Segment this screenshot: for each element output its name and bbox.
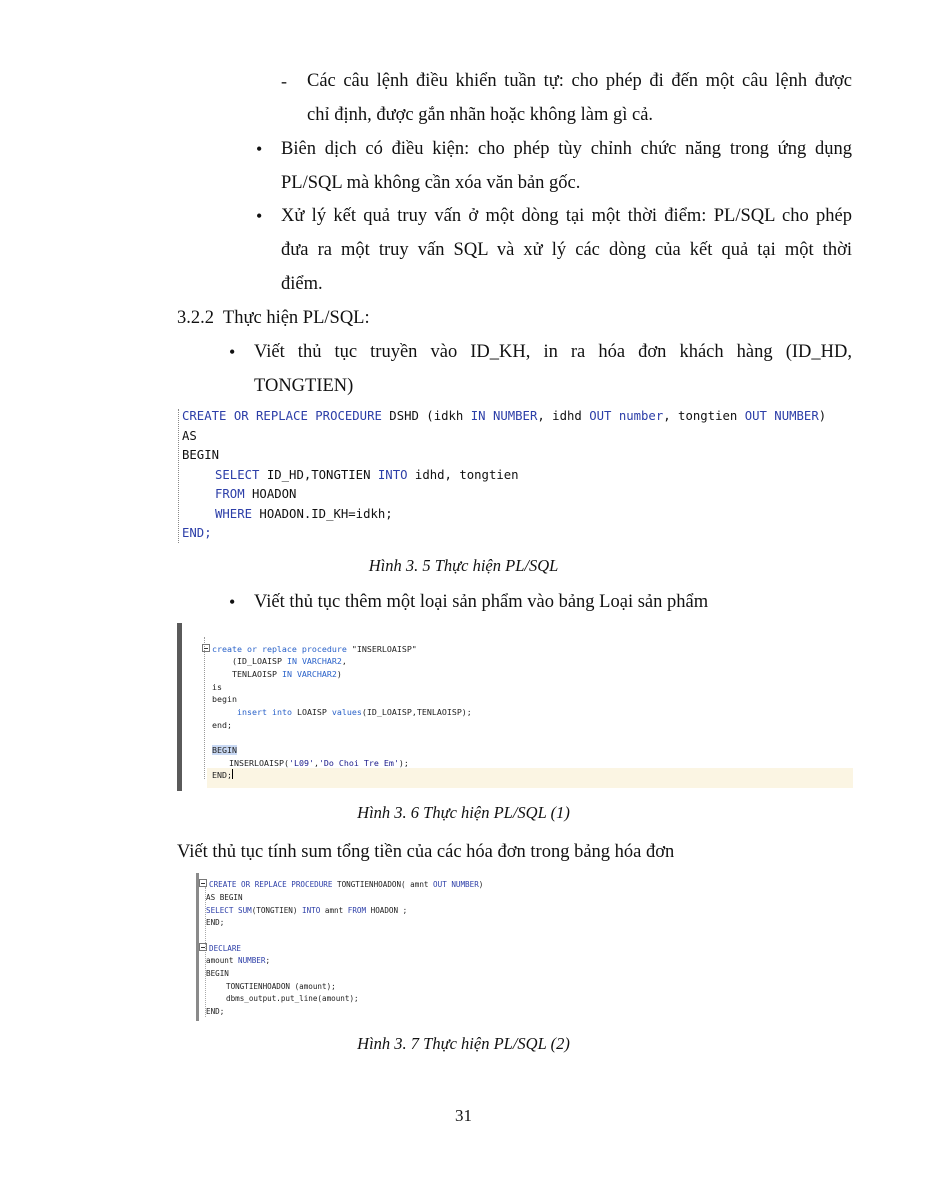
- collapse-icon[interactable]: [199, 879, 207, 887]
- bullet-marker: •: [256, 206, 263, 226]
- bullet1-line-2: PL/SQL mà không cần xóa văn bản gốc.: [281, 173, 581, 193]
- current-line-highlight: [207, 768, 853, 788]
- code-line: insert into LOAISP values(ID_LOAISP,TENLAOISP);: [237, 707, 472, 717]
- bullet-marker: •: [229, 342, 236, 362]
- bullet2-line-2: đưa ra một truy vấn SQL và xử lý các dòng của kết quả tại một thời: [281, 240, 852, 260]
- code-line: is: [212, 682, 222, 692]
- code-line: end;: [212, 720, 232, 730]
- code-line: END;: [212, 770, 232, 780]
- bullet3-line-2: TONGTIEN): [254, 376, 354, 396]
- text-cursor: [232, 769, 233, 779]
- fold-guide: [204, 637, 205, 779]
- code-line: AS BEGIN: [206, 893, 243, 902]
- collapse-icon[interactable]: [199, 943, 207, 951]
- code-screenshot-tongtienhoadon: [196, 873, 854, 1021]
- code-line: INSERLOAISP('L09','Do Choi Tre Em');: [229, 758, 409, 768]
- gutter-line: [178, 409, 179, 543]
- bullet1-line-1: Biên dịch có điều kiện: cho phép tùy chỉnh chức năng trong ứng dụng: [281, 139, 852, 159]
- editor-left-edge: [177, 623, 182, 791]
- page-number: 31: [455, 1106, 472, 1125]
- code-line: TONGTIENHOADON (amount);: [226, 982, 336, 991]
- dash-marker: -: [281, 71, 287, 91]
- bullet-marker: •: [229, 592, 236, 612]
- figure-caption: Hình 3. 6 Thực hiện PL/SQL (1): [357, 803, 570, 822]
- code-line: (ID_LOAISP IN VARCHAR2,: [232, 656, 347, 666]
- code-line: END;: [206, 918, 225, 927]
- code-line: BEGIN: [182, 448, 220, 462]
- code-line: BEGIN: [206, 969, 229, 978]
- section-heading: 3.2.2 Thực hiện PL/SQL:: [177, 308, 370, 328]
- code-screenshot-inserloaisp: [177, 623, 853, 791]
- code-line: create or replace procedure "INSERLOAISP": [202, 643, 417, 656]
- code-line: END;: [206, 1007, 225, 1016]
- figure-caption: Hình 3. 5 Thực hiện PL/SQL: [368, 556, 559, 575]
- code-line: TENLAOISP IN VARCHAR2): [232, 669, 342, 679]
- dash-item-line-2: chỉ định, được gắn nhãn hoặc không làm gì cả.: [307, 105, 654, 125]
- bullet2-line-1: Xử lý kết quả truy vấn ở một dòng tại một thời điểm: PL/SQL cho phép: [281, 206, 852, 226]
- code-line: BEGIN: [212, 745, 237, 755]
- code-line: SELECT SUM(TONGTIEN) INTO amnt FROM HOADON ;: [206, 906, 408, 915]
- code-line: FROM HOADON: [215, 487, 297, 501]
- code-screenshot-dshd: [176, 405, 876, 545]
- code-line: dbms_output.put_line(amount);: [226, 994, 359, 1003]
- figure-caption: Hình 3. 7 Thực hiện PL/SQL (2): [357, 1034, 570, 1053]
- dash-item-line-1: Các câu lệnh điều khiển tuần tự: cho phép đi đến một câu lệnh được: [307, 71, 852, 91]
- paragraph: Viết thủ tục tính sum tổng tiền của các hóa đơn trong bảng hóa đơn: [177, 842, 675, 862]
- code-line: AS: [182, 429, 197, 443]
- code-line: SELECT ID_HD,TONGTIEN INTO idhd, tongtien: [215, 468, 519, 482]
- code-line: CREATE OR REPLACE PROCEDURE TONGTIENHOADON( amnt OUT NUMBER): [199, 879, 483, 892]
- code-line: begin: [212, 694, 237, 704]
- code-line: CREATE OR REPLACE PROCEDURE DSHD (idkh IN NUMBER, idhd OUT number, tongtien OUT NUMBER): [182, 409, 827, 423]
- code-line: amount NUMBER;: [206, 956, 271, 965]
- bullet2-line-3: điểm.: [281, 274, 323, 294]
- collapse-icon[interactable]: [202, 644, 210, 652]
- bullet4-line-1: Viết thủ tục thêm một loại sản phẩm vào bảng Loại sản phẩm: [254, 592, 709, 612]
- bullet-marker: •: [256, 139, 263, 159]
- bullet3-line-1: Viết thủ tục truyền vào ID_KH, in ra hóa đơn khách hàng (ID_HD,: [254, 342, 852, 362]
- code-line: WHERE HOADON.ID_KH=idkh;: [215, 507, 393, 521]
- code-line: DECLARE: [199, 943, 241, 956]
- code-line: END;: [182, 526, 212, 540]
